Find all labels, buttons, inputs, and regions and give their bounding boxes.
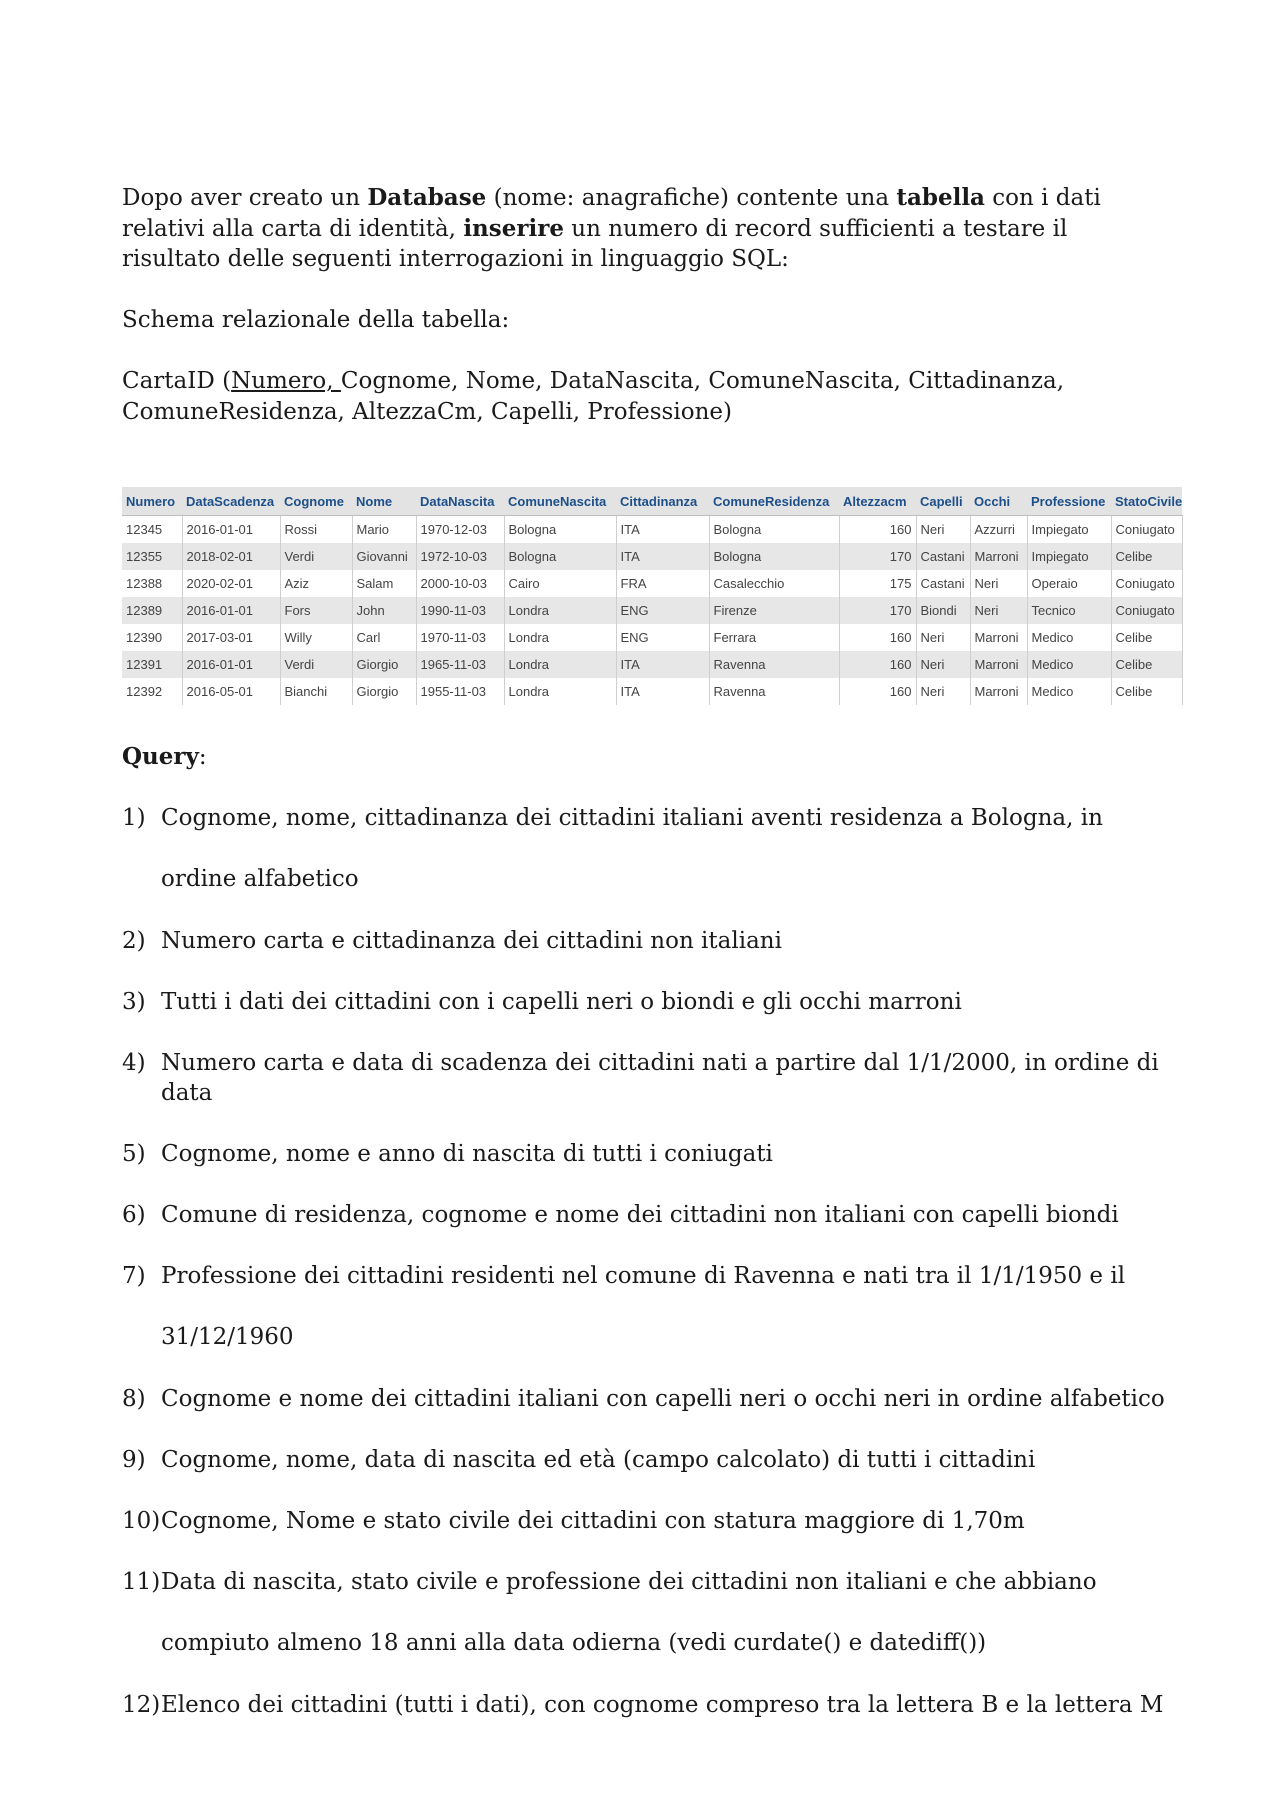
table-cell: Bianchi bbox=[280, 678, 352, 705]
table-row bbox=[122, 624, 1182, 651]
table-cell: 175 bbox=[839, 570, 916, 597]
table-cell: Neri bbox=[916, 516, 970, 544]
table-cell: Bologna bbox=[504, 543, 616, 570]
table-cell: 2018-02-01 bbox=[182, 543, 280, 570]
table-row bbox=[122, 543, 1182, 570]
records-table bbox=[122, 487, 1183, 705]
query-number: 7) bbox=[122, 1263, 146, 1289]
table-cell: 12389 bbox=[122, 597, 182, 624]
table-cell: 12388 bbox=[122, 570, 182, 597]
intro-text: con i dati relativi alla carta di identità, bbox=[122, 185, 1101, 242]
query-item bbox=[122, 1384, 1182, 1414]
table-cell: 1965-11-03 bbox=[416, 651, 504, 678]
query-item bbox=[122, 1445, 1182, 1475]
query-number: 9) bbox=[122, 1447, 146, 1473]
table-cell: ITA bbox=[616, 678, 709, 705]
column-header: Nome bbox=[352, 487, 416, 516]
table-row bbox=[122, 651, 1182, 678]
table-cell: Coniugato bbox=[1111, 516, 1182, 544]
query-text: Comune di residenza, cognome e nome dei cittadini non italiani con capelli biondi bbox=[161, 1202, 1119, 1228]
table-cell: Impiegato bbox=[1027, 543, 1111, 570]
table-cell: Marroni bbox=[970, 651, 1027, 678]
table-cell: Giovanni bbox=[352, 543, 416, 570]
column-header: Capelli bbox=[916, 487, 970, 516]
query-text: Elenco dei cittadini (tutti i dati), con cognome compreso tra la lettera B e la lettera M bbox=[161, 1692, 1164, 1718]
schema-title: Schema relazionale della tabella: bbox=[122, 307, 510, 333]
table-cell: Biondi bbox=[916, 597, 970, 624]
query-text: Cognome, Nome e stato civile dei cittadini con statura maggiore di 1,70m bbox=[161, 1508, 1025, 1534]
intro-text: (nome: anagrafiche) contente una bbox=[486, 185, 897, 211]
query-number: 8) bbox=[122, 1386, 146, 1412]
table-cell: Celibe bbox=[1111, 624, 1182, 651]
table-cell: Neri bbox=[916, 678, 970, 705]
table-cell: ITA bbox=[616, 516, 709, 544]
table-cell: Willy bbox=[280, 624, 352, 651]
table-cell: Mario bbox=[352, 516, 416, 544]
table-cell: Ravenna bbox=[709, 651, 839, 678]
query-heading bbox=[122, 742, 207, 772]
table-cell: Medico bbox=[1027, 678, 1111, 705]
table-cell: Neri bbox=[916, 624, 970, 651]
table-cell: Aziz bbox=[280, 570, 352, 597]
table-cell: Ravenna bbox=[709, 678, 839, 705]
table-cell: Fors bbox=[280, 597, 352, 624]
query-colon: : bbox=[198, 744, 207, 770]
table-cell: Marroni bbox=[970, 543, 1027, 570]
schema-fields: Cognome, Nome, DataNascita, ComuneNascita, Cittadinanza, ComuneResidenza, AltezzaCm, Capelli, Professione) bbox=[122, 368, 1065, 425]
table-cell: 1972-10-03 bbox=[416, 543, 504, 570]
table-cell: 160 bbox=[839, 624, 916, 651]
table-cell: 2000-10-03 bbox=[416, 570, 504, 597]
table-cell: Medico bbox=[1027, 651, 1111, 678]
table-cell: Salam bbox=[352, 570, 416, 597]
table-cell: Londra bbox=[504, 624, 616, 651]
column-header: Altezzacm bbox=[839, 487, 916, 516]
table-cell: ITA bbox=[616, 543, 709, 570]
table-cell: ENG bbox=[616, 597, 709, 624]
table-cell: 2016-01-01 bbox=[182, 651, 280, 678]
table-cell: Firenze bbox=[709, 597, 839, 624]
intro-bold-inserire: inserire bbox=[463, 214, 564, 242]
table-cell: 160 bbox=[839, 651, 916, 678]
table-cell: ITA bbox=[616, 651, 709, 678]
table-cell: Giorgio bbox=[352, 678, 416, 705]
table-cell: 12390 bbox=[122, 624, 182, 651]
intro-bold-tabella: tabella bbox=[896, 184, 985, 211]
table-cell: Celibe bbox=[1111, 678, 1182, 705]
query-text: Data di nascita, stato civile e professione dei cittadini non italiani e che abbiano compiuto almeno 18 anni alla data odierna (vedi curdate() e datediff()) bbox=[161, 1569, 1097, 1656]
table-cell: Impiegato bbox=[1027, 516, 1111, 544]
column-header: Occhi bbox=[970, 487, 1027, 516]
table-cell: Neri bbox=[916, 651, 970, 678]
table-cell: John bbox=[352, 597, 416, 624]
table-row bbox=[122, 516, 1182, 544]
query-number: 5) bbox=[122, 1141, 146, 1167]
table-cell: Neri bbox=[970, 597, 1027, 624]
query-item bbox=[122, 1200, 1182, 1230]
column-header: Professione bbox=[1027, 487, 1111, 516]
table-cell: Marroni bbox=[970, 678, 1027, 705]
query-item bbox=[122, 788, 1182, 910]
data-table-image bbox=[122, 487, 1182, 705]
query-number: 4) bbox=[122, 1050, 146, 1076]
table-cell: 1955-11-03 bbox=[416, 678, 504, 705]
table-header-row bbox=[122, 487, 1182, 516]
table-cell: FRA bbox=[616, 570, 709, 597]
column-header: StatoCivile bbox=[1111, 487, 1182, 516]
query-number: 11) bbox=[122, 1569, 161, 1595]
table-cell: 1970-12-03 bbox=[416, 516, 504, 544]
table-cell: 2016-01-01 bbox=[182, 516, 280, 544]
query-item bbox=[122, 987, 1182, 1017]
table-cell: Londra bbox=[504, 651, 616, 678]
table-cell: 12355 bbox=[122, 543, 182, 570]
column-header: Cognome bbox=[280, 487, 352, 516]
table-cell: 12392 bbox=[122, 678, 182, 705]
table-cell: 12345 bbox=[122, 516, 182, 544]
query-item bbox=[122, 926, 1182, 956]
column-header: Cittadinanza bbox=[616, 487, 709, 516]
table-cell: Giorgio bbox=[352, 651, 416, 678]
table-cell: Coniugato bbox=[1111, 570, 1182, 597]
intro-paragraph bbox=[122, 183, 1162, 275]
column-header: DataNascita bbox=[416, 487, 504, 516]
query-number: 12) bbox=[122, 1692, 161, 1718]
table-cell: Coniugato bbox=[1111, 597, 1182, 624]
query-text: Cognome, nome, cittadinanza dei cittadini italiani aventi residenza a Bologna, in ordine alfabetico bbox=[161, 805, 1103, 892]
query-text: Tutti i dati dei cittadini con i capelli neri o biondi e gli occhi marroni bbox=[161, 989, 962, 1015]
query-item bbox=[122, 1048, 1182, 1108]
table-cell: 1970-11-03 bbox=[416, 624, 504, 651]
table-cell: 2016-05-01 bbox=[182, 678, 280, 705]
column-header: ComuneNascita bbox=[504, 487, 616, 516]
table-cell: Azzurri bbox=[970, 516, 1027, 544]
query-number: 2) bbox=[122, 928, 146, 954]
table-cell: Operaio bbox=[1027, 570, 1111, 597]
table-cell: Bologna bbox=[504, 516, 616, 544]
query-item bbox=[122, 1139, 1182, 1169]
table-row bbox=[122, 678, 1182, 705]
table-row bbox=[122, 570, 1182, 597]
query-item bbox=[122, 1690, 1182, 1720]
query-text: Cognome e nome dei cittadini italiani con capelli neri o occhi neri in ordine alfabetico bbox=[161, 1386, 1165, 1412]
query-text: Cognome, nome, data di nascita ed età (campo calcolato) di tutti i cittadini bbox=[161, 1447, 1036, 1473]
table-cell: Verdi bbox=[280, 543, 352, 570]
table-cell: Neri bbox=[970, 570, 1027, 597]
table-cell: Carl bbox=[352, 624, 416, 651]
query-list bbox=[122, 803, 1182, 1751]
table-cell: 1990-11-03 bbox=[416, 597, 504, 624]
table-cell: ENG bbox=[616, 624, 709, 651]
query-text: Cognome, nome e anno di nascita di tutti i coniugati bbox=[161, 1141, 773, 1167]
table-cell: Londra bbox=[504, 678, 616, 705]
query-text: Numero carta e cittadinanza dei cittadini non italiani bbox=[161, 928, 782, 954]
query-item bbox=[122, 1552, 1182, 1674]
query-text: Professione dei cittadini residenti nel comune di Ravenna e nati tra il 1/1/1950 e il 31/12/1960 bbox=[161, 1263, 1126, 1350]
query-number: 6) bbox=[122, 1202, 146, 1228]
table-cell: 170 bbox=[839, 543, 916, 570]
table-cell: Tecnico bbox=[1027, 597, 1111, 624]
table-cell: 2017-03-01 bbox=[182, 624, 280, 651]
table-cell: 12391 bbox=[122, 651, 182, 678]
table-cell: Rossi bbox=[280, 516, 352, 544]
query-text: Numero carta e data di scadenza dei cittadini nati a partire dal 1/1/2000, in ordine di data bbox=[161, 1050, 1159, 1106]
column-header: DataScadenza bbox=[182, 487, 280, 516]
intro-bold-database: Database bbox=[367, 184, 487, 211]
query-number: 10) bbox=[122, 1508, 161, 1534]
query-number: 3) bbox=[122, 989, 146, 1015]
table-cell: Marroni bbox=[970, 624, 1027, 651]
intro-text: un numero di record sufficienti a testare il risultato delle seguenti interrogazioni in linguaggio SQL: bbox=[122, 215, 1068, 272]
table-cell: 2016-01-01 bbox=[182, 597, 280, 624]
column-header: Numero bbox=[122, 487, 182, 516]
schema-primary-key: Numero, bbox=[231, 368, 341, 394]
table-cell: 2020-02-01 bbox=[182, 570, 280, 597]
intro-text: Dopo aver creato un bbox=[122, 185, 368, 211]
table-cell: Celibe bbox=[1111, 543, 1182, 570]
table-cell: Medico bbox=[1027, 624, 1111, 651]
table-cell: Verdi bbox=[280, 651, 352, 678]
table-cell: 160 bbox=[839, 678, 916, 705]
table-cell: Londra bbox=[504, 597, 616, 624]
table-cell: Casalecchio bbox=[709, 570, 839, 597]
table-cell: 160 bbox=[839, 516, 916, 544]
query-item bbox=[122, 1246, 1182, 1368]
table-cell: Bologna bbox=[709, 516, 839, 544]
table-cell: Castani bbox=[916, 570, 970, 597]
schema-definition bbox=[122, 366, 1162, 427]
table-cell: Bologna bbox=[709, 543, 839, 570]
table-row bbox=[122, 597, 1182, 624]
table-cell: Cairo bbox=[504, 570, 616, 597]
column-header: ComuneResidenza bbox=[709, 487, 839, 516]
table-cell: Ferrara bbox=[709, 624, 839, 651]
schema-prefix: CartaID ( bbox=[122, 368, 232, 394]
table-cell: Castani bbox=[916, 543, 970, 570]
query-number: 1) bbox=[122, 805, 146, 831]
query-item bbox=[122, 1506, 1182, 1536]
table-cell: 170 bbox=[839, 597, 916, 624]
table-cell: Celibe bbox=[1111, 651, 1182, 678]
query-title: Query bbox=[122, 743, 199, 770]
